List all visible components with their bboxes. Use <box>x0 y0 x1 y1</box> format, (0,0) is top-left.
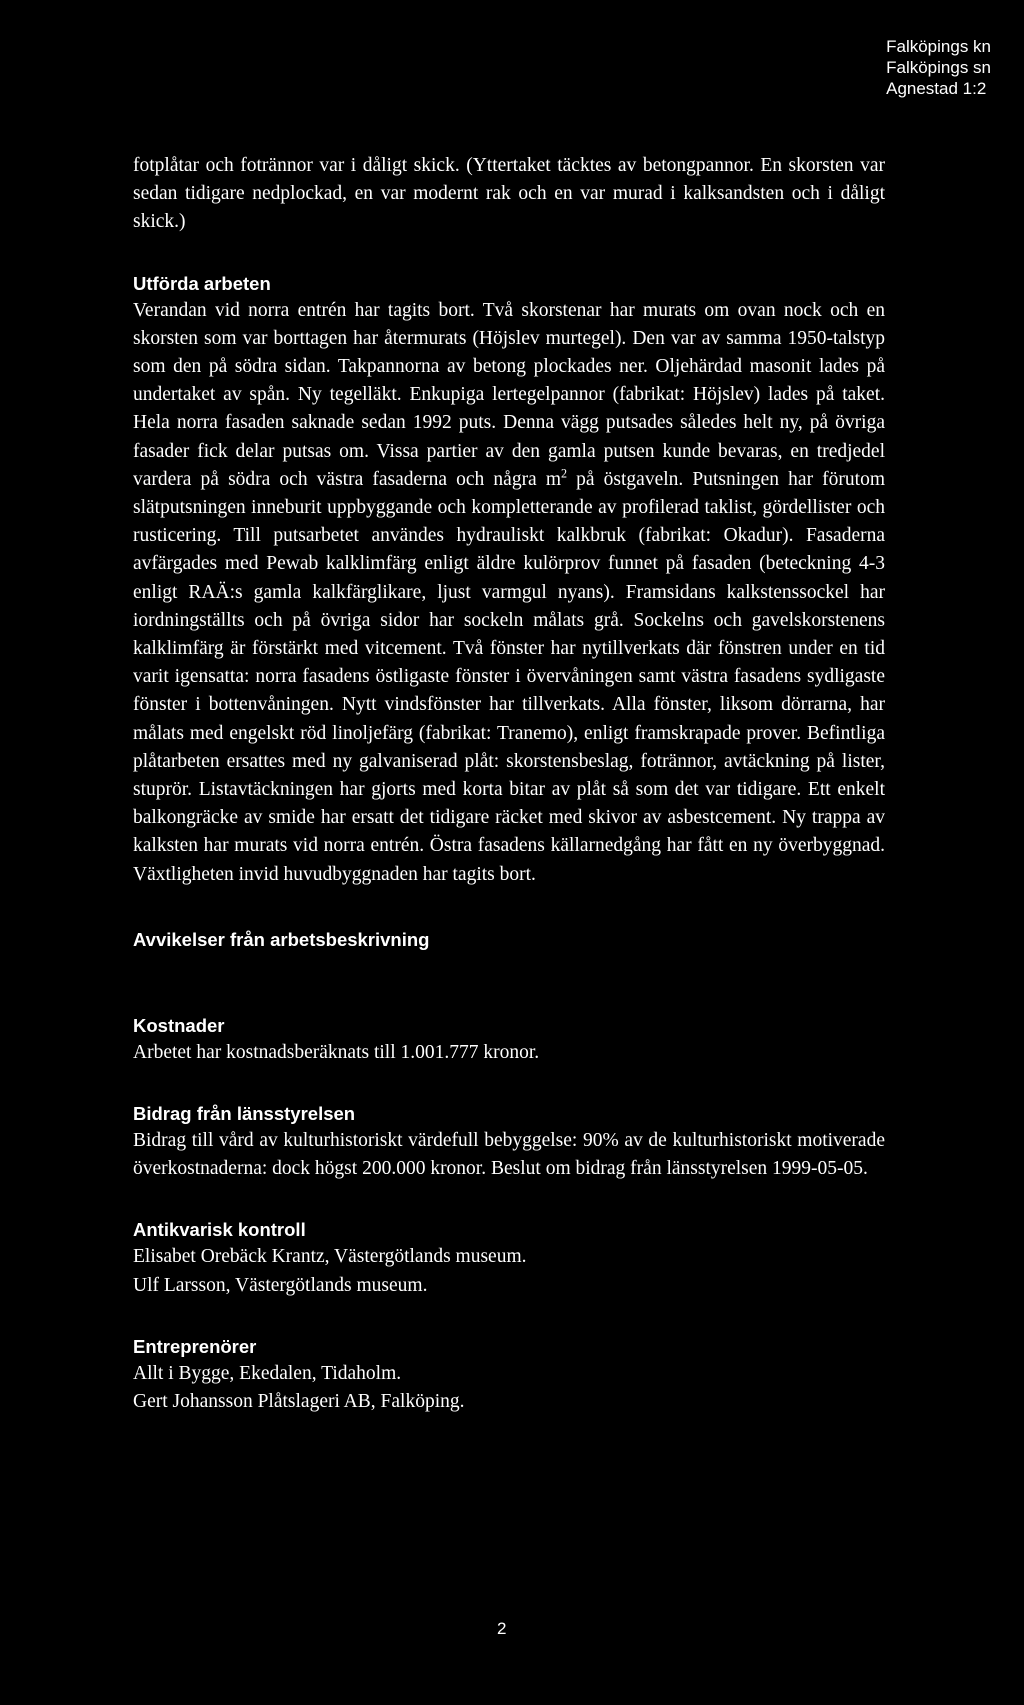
kostnader-text: Arbetet har kostnadsberäknats till 1.001.777 kronor. <box>133 1041 540 1063</box>
heading-bidrag: Bidrag från länsstyrelsen <box>133 1103 356 1125</box>
section-bidrag <box>133 1101 885 1183</box>
utforda-arbeten-paragraph <box>133 297 885 889</box>
heading-avvikelser: Avvikelser från arbetsbeskrivning <box>133 928 430 950</box>
section-avvikelser <box>133 927 885 953</box>
heading-kostnader: Kostnader <box>133 1014 225 1036</box>
heading-antikvarisk-kontroll: Antikvarisk kontroll <box>133 1219 306 1241</box>
entreprenor-line-1: Allt i Bygge, Ekedalen, Tidaholm. <box>133 1362 402 1384</box>
heading-entreprenorer: Entreprenörer <box>133 1335 257 1357</box>
header-property: Agnestad 1:2 <box>886 79 987 98</box>
section-antikvarisk-kontroll <box>133 1217 885 1299</box>
section-entreprenorer <box>133 1334 885 1416</box>
intro-paragraph: fotplåtar och fotrännor var i dåligt skick. (Yttertaket täcktes av betongpannor. En skorsten var sedan tidigare nedplockad, en var modernt rak och en var murad i kalksandsten och i dåligt skick.) <box>133 155 885 233</box>
superscript-two: 2 <box>561 466 568 481</box>
bidrag-text: Bidrag till vård av kulturhistoriskt värdefull bebyggelse: 90% av de kulturhistoriskt motiverade överkostnaderna: dock högst 200.000 kronor. Beslut om bidrag från länsstyrelsen 1999-05-05. <box>133 1130 885 1180</box>
header-parish: Falköpings sn <box>886 58 991 77</box>
section-utforda-arbeten <box>133 271 885 889</box>
heading-utforda-arbeten: Utförda arbeten <box>133 272 271 294</box>
section-kostnader <box>133 1013 885 1067</box>
utforda-text-part2: på östgaveln. Putsningen har förutom slätputsningen inneburit uppbyggande och kompletterande av profilerad taklist, gördellister och rusticering. Till putsarbetet användes hydrauliskt kalkbruk (fabrikat: Okadur). Fasaderna avfärgades med Pewab kalklimfärg enligt äldre kulörprov funnet på fasaden (beteckning 4-3 enligt RAÄ:s gamla kalkfärglikare, ljust varmgul nyans). Framsidans kalkstenssockel har iordningställts och på övriga sidor har sockeln målats grå. Sockelns och gavelskorstenens kalklimfärg är förstärkt med vitcement. Två fönster har nytillverkats där fönstren under en tid varit igensatta: norra fasadens östligaste fönster i övervåningen samt västra fasadens sydligaste fönster i bottenvåningen. Nytt vindsfönster har tillverkats. Alla fönster, liksom dörrarna, har målats med engelskt röd linoljefärg (fabrikat: Tranemo), enligt framskrapade prover. Befintliga plåtarbeten ersattes med ny galvaniserad plåt: skorstensbeslag, fotrännor, avtäckning på lister, stuprör. Listavtäckningen har gjorts med korta bitar av plåt så som det var tidigare. Ett enkelt balkongräcke av smide har ersatt det tidigare räcket med skivor av asbestcement. Ny trappa av kalksten har murats vid norra entrén. Östra fasadens källarnedgång har fått en ny överbyggnad. Växtligheten invid huvudbyggnaden har tagits bort. <box>133 468 885 885</box>
page-number: 2 <box>497 1619 507 1638</box>
document-header <box>886 36 991 99</box>
kontroll-line-1: Elisabet Orebäck Krantz, Västergötlands museum. <box>133 1246 527 1268</box>
kontroll-line-2: Ulf Larsson, Västergötlands museum. <box>133 1274 428 1296</box>
header-municipality: Falköpings kn <box>886 37 991 56</box>
document-body <box>133 152 885 1416</box>
utforda-text-part1: Verandan vid norra entrén har tagits bort. Två skorstenar har murats om ovan nock och en skorsten som var borttagen har återmurats (Höjslev murtegel). Den var av samma 1950-talstyp som den på södra sidan. Takpannorna av betong plockades ner. Oljehärdad masonit lades på undertaket av spån. Ny tegelläkt. Enkupiga lertegelpannor (fabrikat: Höjslev) lades på taket. Hela norra fasaden saknade sedan 1992 puts. Denna vägg putsades således helt ny, på övriga fasader fick delar putsas om. Vissa partier av den gamla putsen kunde bevaras, en tredjedel vardera på södra och västra fasaderna och några m <box>133 299 885 490</box>
entreprenor-line-2: Gert Johansson Plåtslageri AB, Falköping. <box>133 1391 465 1413</box>
